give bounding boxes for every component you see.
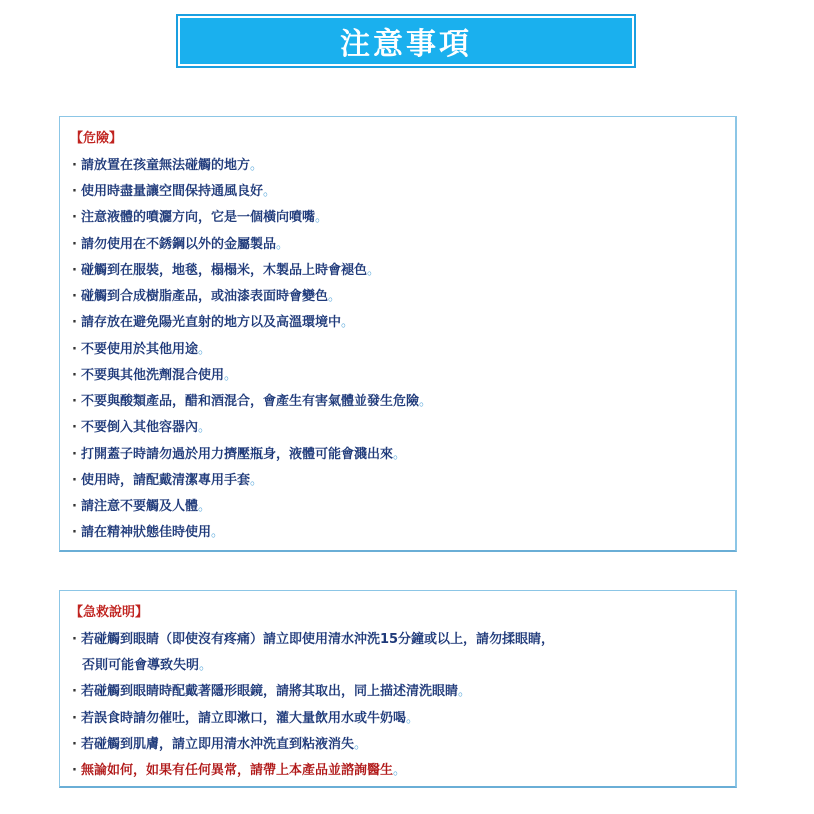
- item-text: 若碰觸到肌膚，請立即用清水沖洗直到粘液消失: [80, 737, 354, 752]
- danger-heading: 【危險】: [70, 131, 123, 146]
- list-item: · 請勿使用在不銹鋼以外的金屬製品。: [72, 237, 289, 252]
- item-text: 打開蓋子時請勿過於用力擠壓瓶身，液體可能會濺出來: [80, 447, 393, 462]
- list-item: · 不要使用於其他用途。: [72, 342, 211, 357]
- item-text: 請放置在孩童無法碰觸的地方: [80, 158, 250, 173]
- danger-panel: [59, 116, 737, 552]
- list-item: · 使用時，請配戴清潔專用手套。: [72, 473, 263, 488]
- list-item: · 若碰觸到肌膚，請立即用清水沖洗直到粘液消失。: [72, 737, 367, 752]
- first-aid-panel: [59, 590, 737, 788]
- item-text: 不要倒入其他容器內: [80, 420, 198, 435]
- item-text: 請在精神狀態佳時使用: [80, 525, 211, 540]
- list-item: · 碰觸到合成樹脂產品，或油漆表面時會變色。: [72, 289, 341, 304]
- list-item: · 請放置在孩童無法碰觸的地方。: [72, 158, 263, 173]
- item-text: 碰觸到合成樹脂產品，或油漆表面時會變色: [80, 289, 328, 304]
- item-text: 請存放在避免陽光直射的地方以及高溫環境中: [80, 315, 341, 330]
- list-item: · 使用時盡量讓空間保持通風良好。: [72, 184, 276, 199]
- list-item: · 不要與其他洗劑混合使用。: [72, 368, 237, 383]
- first-aid-heading: 【急救說明】: [70, 605, 149, 620]
- list-item-warning: · 無論如何，如果有任何異常，請帶上本產品並諮詢醫生。: [72, 763, 406, 778]
- list-item: · 注意液體的噴灑方向，它是一個橫向噴嘴。: [72, 210, 328, 225]
- list-item: · 請注意不要觸及人體。: [72, 499, 211, 514]
- item-text: 碰觸到在服裝，地毯，榻榻米，木製品上時會褪色: [80, 263, 367, 278]
- list-item-continuation: 否則可能會導致失明。: [82, 658, 213, 673]
- list-item: · 打開蓋子時請勿過於用力擠壓瓶身，液體可能會濺出來。: [72, 447, 406, 462]
- item-text: 使用時盡量讓空間保持通風良好: [80, 184, 263, 199]
- item-text: 若誤食時請勿催吐，請立即漱口，灌大量飲用水或牛奶喝: [80, 711, 406, 726]
- list-item: · 若碰觸到眼睛時配戴著隱形眼鏡，請將其取出，同上描述清洗眼睛。: [72, 684, 471, 699]
- item-text: 不要與其他洗劑混合使用: [80, 368, 224, 383]
- item-text: 若碰觸到眼睛時配戴著隱形眼鏡，請將其取出，同上描述清洗眼睛: [80, 684, 458, 699]
- item-text: 若碰觸到眼睛（即使沒有疼痛）請立即使用清水沖洗15分鐘或以上，請勿揉眼睛，: [80, 632, 555, 647]
- item-text: 請注意不要觸及人體: [80, 499, 198, 514]
- title-banner: [176, 14, 636, 68]
- list-item: · 若碰觸到眼睛（即使沒有疼痛）請立即使用清水沖洗15分鐘或以上，請勿揉眼睛，: [72, 632, 555, 647]
- list-item: · 若誤食時請勿催吐，請立即漱口，灌大量飲用水或牛奶喝。: [72, 711, 419, 726]
- list-item: · 請存放在避免陽光直射的地方以及高溫環境中。: [72, 315, 354, 330]
- list-item: · 請在精神狀態佳時使用。: [72, 525, 224, 540]
- list-item: · 不要倒入其他容器內。: [72, 420, 211, 435]
- list-item: · 不要與酸類產品，醋和酒混合，會產生有害氣體並發生危險。: [72, 394, 432, 409]
- item-text: 不要與酸類產品，醋和酒混合，會產生有害氣體並發生危險: [80, 394, 419, 409]
- item-text: 不要使用於其他用途: [80, 342, 198, 357]
- item-text: 否則可能會導致失明: [82, 658, 200, 673]
- list-item: · 碰觸到在服裝，地毯，榻榻米，木製品上時會褪色。: [72, 263, 380, 278]
- item-text: 無論如何，如果有任何異常，請帶上本產品並諮詢醫生: [80, 763, 393, 778]
- title-banner-inner: [180, 18, 632, 64]
- item-text: 使用時，請配戴清潔專用手套: [80, 473, 250, 488]
- item-text: 請勿使用在不銹鋼以外的金屬製品: [80, 237, 276, 252]
- item-text: 注意液體的噴灑方向，它是一個橫向噴嘴: [80, 210, 315, 225]
- page-title: 注意事項: [340, 27, 472, 62]
